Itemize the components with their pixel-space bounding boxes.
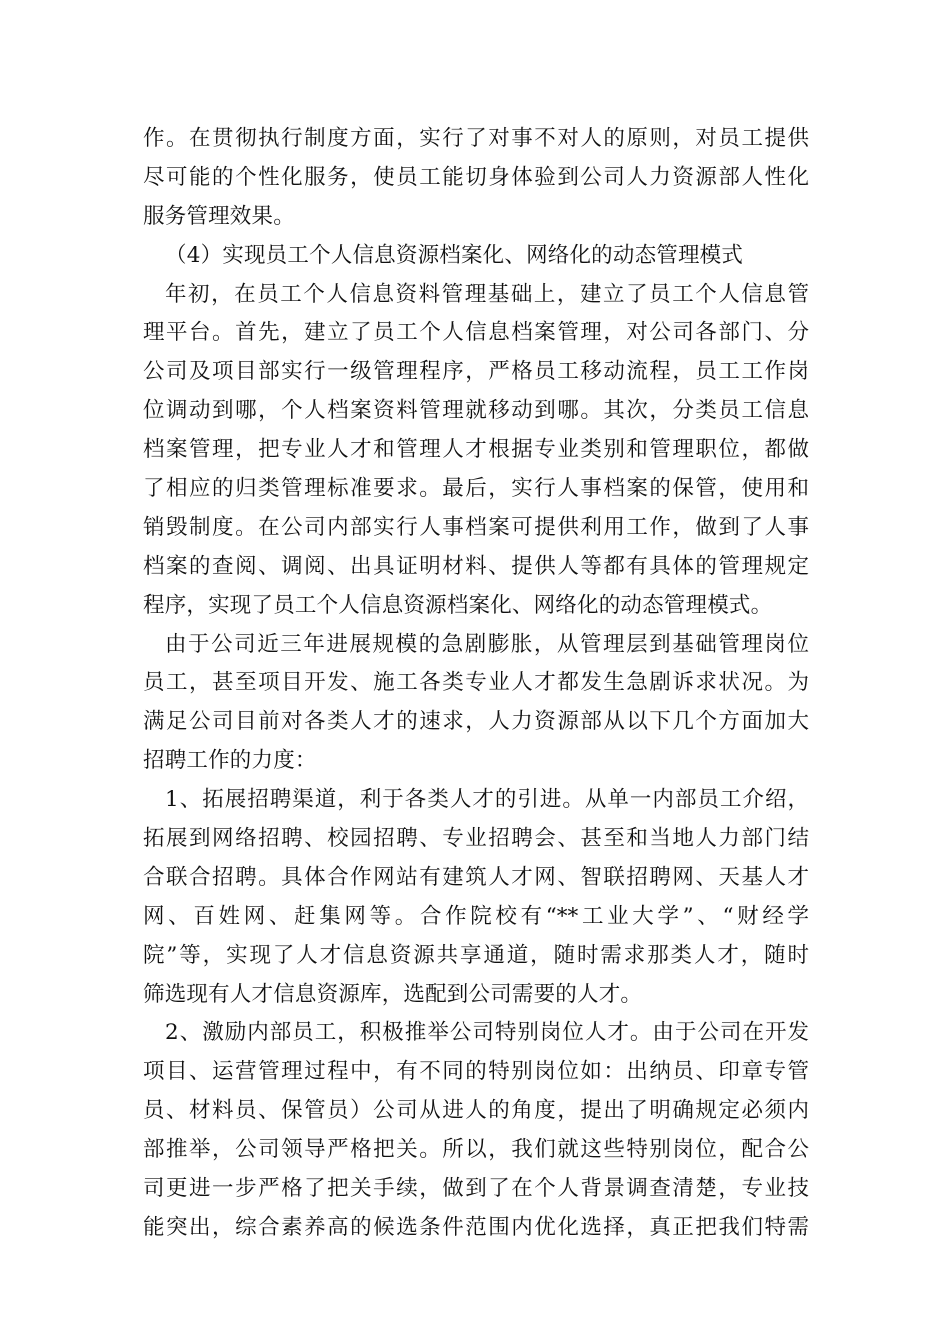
paragraph-line: 由于公司近三年进展规模的急剧膨胀，从管理层到基础管理岗位 — [165, 631, 809, 657]
paragraph-line: 作。在贯彻执行制度方面，实行了对事不对人的原则，对员工提供 — [143, 126, 809, 151]
paragraph-line: 年初，在员工个人信息资料管理基础上，建立了员工个人信息管 — [165, 281, 809, 307]
paragraph-line: 公司及项目部实行一级管理程序，严格员工移动流程，员工工作岗 — [143, 359, 809, 385]
paragraph-line: 档案管理，把专业人才和管理人才根据专业类别和管理职位，都做 — [143, 437, 809, 463]
paragraph-line: 网、百姓网、赶集网等。合作院校有“**工业大学”、“财经学 — [143, 903, 809, 929]
list-item-line: 1、拓展招聘渠道，利于各类人才的引进。从单一内部员工介绍， — [165, 787, 809, 813]
paragraph-line: 司更进一步严格了把关手续，做到了在个人背景调查清楚，专业技 — [143, 1176, 809, 1202]
paragraph-line: 拓展到网络招聘、校园招聘、专业招聘会、甚至和当地人力部门结 — [143, 826, 809, 852]
paragraph-line: 合联合招聘。具体合作网站有建筑人才网、智联招聘网、天基人才 — [143, 864, 809, 890]
paragraph-line: 服务管理效果。 — [143, 203, 295, 229]
paragraph-line: 程序，实现了员工个人信息资源档案化、网络化的动态管理模式。 — [143, 592, 773, 618]
paragraph-line: 了相应的归类管理标准要求。最后，实行人事档案的保管，使用和 — [143, 476, 809, 502]
paragraph-line: 销毁制度。在公司内部实行人事档案可提供利用工作，做到了人事 — [143, 514, 809, 540]
paragraph-line: 理平台。首先，建立了员工个人信息档案管理，对公司各部门、分 — [143, 320, 809, 346]
paragraph-line: 档案的查阅、调阅、出具证明材料、提供人等都有具体的管理规定 — [143, 553, 809, 579]
paragraph-line: 部推举，公司领导严格把关。所以，我们就这些特别岗位，配合公 — [143, 1137, 809, 1163]
paragraph-line: 筛选现有人才信息资源库，选配到公司需要的人才。 — [143, 981, 643, 1007]
paragraph-line: 能突出，综合素养高的候选条件范围内优化选择，真正把我们特需 — [143, 1214, 809, 1240]
paragraph-line: 满足公司目前对各类人才的速求，人力资源部从以下几个方面加大 — [143, 709, 809, 735]
paragraph-line: 项目、运营管理过程中，有不同的特别岗位如：出纳员、印章专管 — [143, 1059, 809, 1085]
paragraph-line: 员、材料员、保管员）公司从进人的角度，提出了明确规定必须内 — [143, 1098, 809, 1124]
paragraph-line: 位调动到哪，个人档案资料管理就移动到哪。其次，分类员工信息 — [143, 398, 809, 424]
paragraph-line: 院”等，实现了人才信息资源共享通道，随时需求那类人才，随时 — [143, 942, 809, 968]
list-item-line: 2、激励内部员工，积极推举公司特别岗位人才。由于公司在开发 — [165, 1020, 809, 1046]
section-heading: （4）实现员工个人信息资源档案化、网络化的动态管理模式 — [165, 242, 744, 268]
paragraph-line: 员工，甚至项目开发、施工各类专业人才都发生急剧诉求状况。为 — [143, 670, 809, 696]
document-body — [143, 120, 809, 1248]
paragraph-line: 招聘工作的力度： — [143, 748, 317, 774]
paragraph-line: 尽可能的个性化服务，使员工能切身体验到公司人力资源部人性化 — [143, 164, 809, 190]
